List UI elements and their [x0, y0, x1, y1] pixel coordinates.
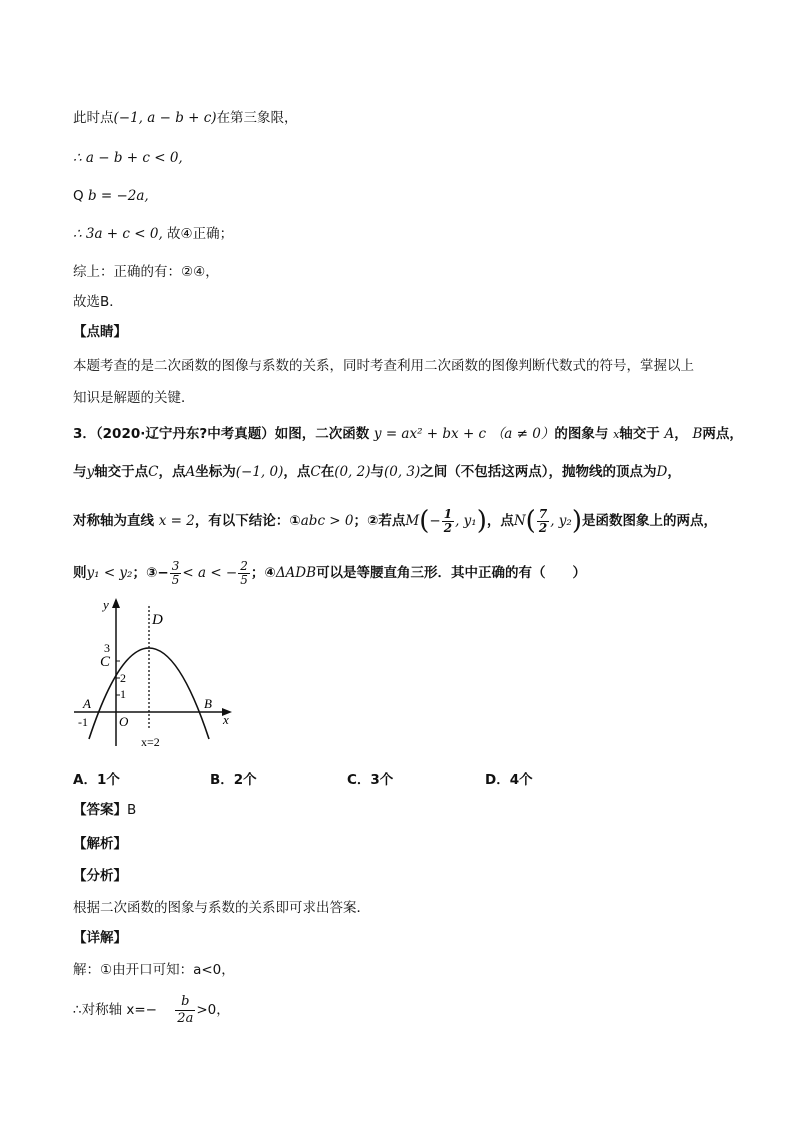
- text: 在第三象限，: [216, 110, 298, 126]
- label-o: O: [119, 714, 129, 729]
- question-line-3: [73, 506, 717, 536]
- question-number: 3．: [73, 426, 96, 442]
- label-d: D: [152, 612, 163, 628]
- detail-line-2: [73, 992, 230, 1028]
- text: 之间（不包括这两点），抛物线的顶点为: [420, 464, 657, 480]
- text: 的图象与: [554, 426, 609, 442]
- point-c: C: [148, 464, 159, 480]
- symmetry-label: x=2: [141, 735, 160, 749]
- point-a: A: [185, 464, 196, 480]
- numerator: b: [175, 994, 195, 1011]
- comment-tag: 【点睛】: [73, 324, 127, 340]
- question-line-1: [73, 424, 743, 445]
- text: ，点: [486, 513, 514, 529]
- point-coords: (0, 2): [334, 464, 371, 480]
- text: 轴交于: [619, 426, 660, 442]
- solution-line-2: ∴ a − b + c < 0,: [73, 150, 183, 166]
- question-line-4: [73, 558, 586, 588]
- fenxi-text: 根据二次函数的图象与系数的关系即可求出答案．: [73, 900, 370, 916]
- solution-line-3: [73, 186, 149, 206]
- inequality: abc > 0: [300, 513, 354, 529]
- solution-line-1: [73, 108, 298, 128]
- label-y: y: [103, 597, 109, 612]
- paren: ): [571, 506, 582, 536]
- point-expression: (−1, a − b + c): [113, 110, 217, 126]
- text: 轴交于点: [94, 464, 149, 480]
- solution-line-6: 故选B．: [73, 294, 123, 310]
- fraction: [537, 508, 549, 535]
- equation: b = −2a,: [87, 188, 149, 204]
- answer-value: B: [127, 802, 137, 818]
- symbol-q: Q: [73, 188, 84, 204]
- label-x: x: [223, 712, 229, 727]
- point-coords: (0, 3): [383, 464, 421, 480]
- text: ，有以下结论：①: [194, 513, 301, 529]
- numerator: 2: [240, 558, 248, 573]
- denominator: 2: [538, 520, 548, 535]
- point-b: B: [692, 426, 703, 442]
- label-a: A: [83, 696, 91, 711]
- paren: (: [525, 506, 536, 536]
- inequality: y₁ < y₂: [86, 565, 133, 581]
- detail-tag: 【详解】: [73, 930, 127, 946]
- answer-line: [73, 800, 136, 820]
- fraction: [238, 560, 250, 587]
- option-c[interactable]: C．3个: [347, 772, 394, 788]
- y2: , y₂: [550, 513, 572, 529]
- question-line-2: [73, 462, 681, 482]
- fenxi-tag: 【分析】: [73, 868, 127, 884]
- text: 是函数图象上的两点，: [581, 513, 717, 529]
- point-m: M: [405, 513, 420, 529]
- text: 如图，二次函数: [274, 426, 370, 442]
- detail-line-1: 解：①由开口可知：a<0，: [73, 962, 235, 978]
- text: 对称轴为直线: [73, 513, 154, 529]
- point-coords: (−1, 0): [235, 464, 284, 480]
- text: ；③−: [132, 565, 169, 581]
- numerator: 3: [171, 558, 180, 573]
- option-d[interactable]: D．4个: [485, 772, 533, 788]
- comment-line-2: 知识是解题的关键．: [73, 390, 195, 406]
- inequality: < a < −: [182, 565, 238, 581]
- point-n: N: [513, 513, 526, 529]
- equation: x = 2: [158, 513, 195, 529]
- comment-line-1: 本题考查的是二次函数的图像与系数的关系，同时考查利用二次函数的图像判断代数式的符号，掌握以上: [73, 358, 694, 374]
- condition: （a ≠ 0）: [490, 426, 555, 442]
- text: ，点: [283, 464, 311, 480]
- point-d: D: [656, 464, 668, 480]
- text: 此时点: [73, 110, 114, 126]
- y1: , y₁: [455, 513, 477, 529]
- text: ；④: [250, 565, 276, 581]
- text: 两点，: [702, 426, 743, 442]
- text: ，: [674, 426, 688, 442]
- denominator: 2a: [177, 1010, 194, 1026]
- text: ；②若点: [353, 513, 406, 529]
- label-b: B: [204, 696, 212, 711]
- question-source: （2020·辽宁丹东?中考真题）: [95, 426, 275, 442]
- text: ，: [667, 464, 681, 480]
- numerator: 7: [538, 506, 548, 521]
- text: 故④正确；: [162, 226, 234, 242]
- option-b[interactable]: B．2个: [210, 772, 257, 788]
- paren: (: [419, 506, 430, 536]
- tick-label-2: 2: [120, 671, 126, 685]
- paren: ): [476, 506, 487, 536]
- denominator: 2: [443, 520, 453, 535]
- text: 与: [370, 464, 384, 480]
- minus: −: [429, 513, 441, 529]
- text: 在: [320, 464, 335, 480]
- denominator: 5: [171, 572, 180, 587]
- point-c: C: [310, 464, 321, 480]
- text: 可以是等腰直角三形．其中正确的有（ ）: [316, 565, 587, 581]
- parabola-figure: [70, 596, 240, 754]
- text: ∴对称轴 x=−: [73, 1002, 157, 1018]
- axis-x: x: [613, 428, 620, 441]
- triangle: ΔADB: [275, 565, 317, 581]
- y-axis-arrow: [112, 598, 120, 608]
- solution-line-4: [73, 224, 233, 244]
- text: 则: [73, 565, 87, 581]
- inequality: ∴ 3a + c < 0,: [73, 226, 163, 242]
- fraction: [442, 508, 454, 535]
- tick-label-minus1: -1: [78, 715, 88, 729]
- label-c: C: [100, 654, 111, 670]
- text: ，点: [158, 464, 186, 480]
- text: 坐标为: [195, 464, 236, 480]
- answer-tag: 【答案】: [73, 802, 127, 818]
- function-equation: y = ax² + bx + c: [373, 426, 487, 442]
- text: 与: [73, 464, 87, 480]
- option-a[interactable]: A．1个: [73, 772, 120, 788]
- tick-label-1: 1: [120, 687, 126, 701]
- analysis-tag: 【解析】: [73, 836, 127, 852]
- denominator: 5: [240, 572, 248, 587]
- axis-y: y: [86, 464, 95, 480]
- point-a: A: [664, 426, 675, 442]
- tick-label-3: 3: [104, 641, 110, 655]
- fraction: [175, 994, 195, 1027]
- text: >0，: [196, 1002, 230, 1018]
- fraction: [170, 560, 182, 587]
- numerator: 1: [443, 506, 453, 521]
- solution-line-5: 综上：正确的有：②④，: [73, 264, 219, 280]
